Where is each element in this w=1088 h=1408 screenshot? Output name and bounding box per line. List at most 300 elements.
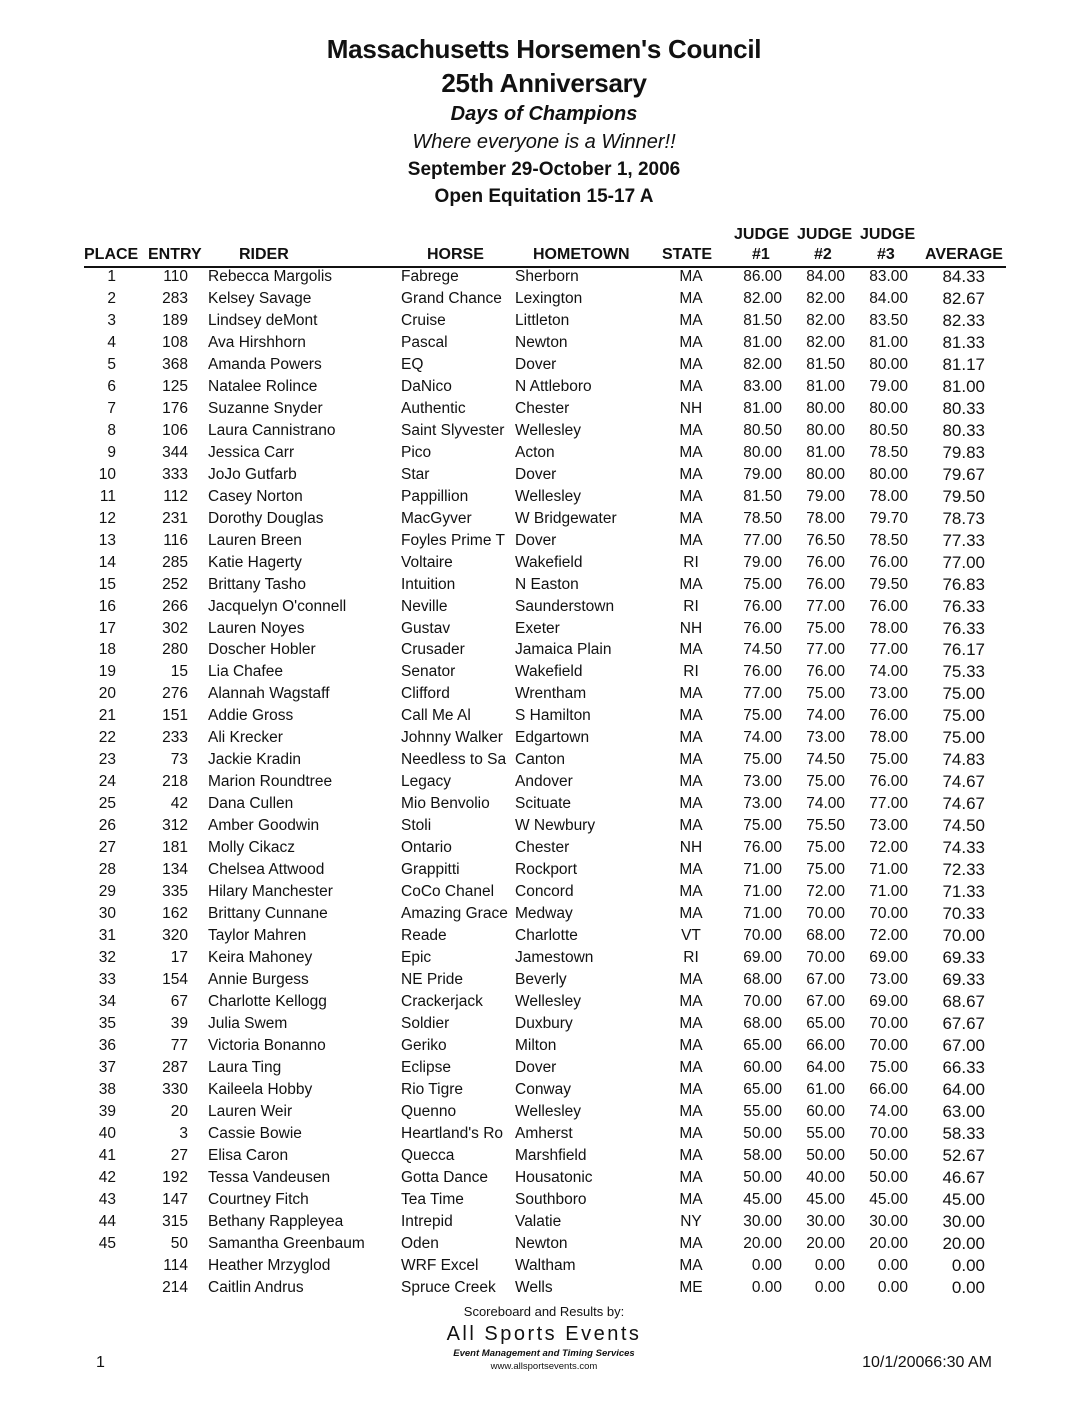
cell-judge-2: 0.00 xyxy=(814,1256,845,1274)
cell-judge-2: 50.00 xyxy=(806,1146,845,1164)
col-judge-3: #3 xyxy=(877,246,895,263)
cell-average: 70.33 xyxy=(942,904,985,924)
cell-state: NH xyxy=(679,839,703,857)
cell-horse: Pico xyxy=(401,443,432,461)
cell-horse: Gotta Dance xyxy=(401,1168,489,1186)
cell-judge-1: 70.00 xyxy=(743,927,782,945)
cell-judge-1: 75.00 xyxy=(743,751,782,769)
cell-judge-3: 50.00 xyxy=(869,1146,908,1164)
cell-hometown: Conway xyxy=(515,1080,571,1098)
table-row xyxy=(0,948,1088,970)
cell-judge-2: 70.00 xyxy=(806,949,845,967)
cell-horse: MacGyver xyxy=(401,509,472,527)
table-row xyxy=(0,421,1088,443)
cell-state: ME xyxy=(679,1278,703,1296)
cell-average: 0.00 xyxy=(951,1277,985,1297)
cell-hometown: N Attleboro xyxy=(515,377,592,395)
cell-rider: Caitlin Andrus xyxy=(208,1278,304,1296)
cell-place: 21 xyxy=(98,707,116,725)
cell-entry: 112 xyxy=(163,487,188,505)
cell-horse: DaNico xyxy=(401,377,452,395)
cell-hometown: W Bridgewater xyxy=(515,509,617,527)
cell-judge-2: 74.50 xyxy=(806,751,845,769)
cell-horse: Intuition xyxy=(401,575,456,593)
cell-hometown: Housatonic xyxy=(515,1168,593,1186)
cell-horse: Eclipse xyxy=(401,1058,451,1076)
cell-state: MA xyxy=(679,707,703,725)
cell-rider: Elisa Caron xyxy=(208,1146,289,1164)
cell-rider: Jackie Kradin xyxy=(208,751,302,769)
cell-hometown: Wellesley xyxy=(515,421,582,439)
cell-entry: 189 xyxy=(162,311,188,329)
cell-horse: Amazing Grace xyxy=(401,905,508,923)
cell-place: 36 xyxy=(98,1036,116,1054)
cell-entry: 252 xyxy=(162,575,188,593)
cell-rider: Lia Chafee xyxy=(208,663,283,681)
cell-rider: Annie Burgess xyxy=(208,971,309,988)
cell-average: 52.67 xyxy=(942,1145,985,1165)
cell-horse: Crackerjack xyxy=(401,992,483,1010)
cell-average: 81.00 xyxy=(942,376,985,396)
cell-state: MA xyxy=(679,377,703,395)
cell-average: 74.67 xyxy=(942,772,985,792)
cell-entry: 3 xyxy=(179,1124,188,1142)
cell-hometown: Dover xyxy=(515,465,557,483)
table-row xyxy=(0,289,1088,311)
cell-horse: Geriko xyxy=(401,1036,447,1054)
cell-entry: 147 xyxy=(162,1190,188,1208)
cell-entry: 276 xyxy=(162,685,188,703)
cell-judge-3: 80.00 xyxy=(869,465,908,483)
cell-rider: Amber Goodwin xyxy=(208,817,320,835)
cell-rider: Ava Hirshhorn xyxy=(208,333,306,351)
table-row xyxy=(0,333,1088,355)
cell-judge-3: 69.00 xyxy=(869,992,908,1010)
company-services: Event Management and Timing Services xyxy=(453,1348,635,1359)
cell-judge-2: 81.00 xyxy=(806,377,845,395)
cell-judge-2: 80.00 xyxy=(806,399,845,417)
cell-rider: Hilary Manchester xyxy=(208,883,333,901)
cell-judge-2: 61.00 xyxy=(806,1080,845,1098)
cell-judge-2: 74.00 xyxy=(806,707,845,725)
cell-average: 77.33 xyxy=(942,530,985,550)
cell-hometown: Duxbury xyxy=(515,1014,573,1032)
cell-horse: EQ xyxy=(401,355,424,373)
cell-rider: Taylor Mahren xyxy=(208,927,307,945)
cell-judge-2: 76.50 xyxy=(806,531,845,549)
cell-judge-3: 73.00 xyxy=(869,817,908,835)
cell-horse: Intrepid xyxy=(401,1212,453,1230)
event-tagline: Where everyone is a Winner!! xyxy=(412,131,676,153)
cell-state: MA xyxy=(679,1190,703,1208)
cell-rider: Molly Cikacz xyxy=(208,839,295,857)
page-number: 1 xyxy=(96,1354,105,1371)
cell-entry: 116 xyxy=(163,531,188,549)
cell-hometown: S Hamilton xyxy=(515,707,591,725)
cell-horse: Grand Chance xyxy=(401,289,502,307)
cell-judge-3: 77.00 xyxy=(869,795,908,813)
cell-hometown: Wrentham xyxy=(515,685,587,703)
table-row xyxy=(0,860,1088,882)
cell-judge-1: 82.00 xyxy=(743,355,782,373)
cell-average: 76.17 xyxy=(942,640,985,660)
cell-judge-2: 81.50 xyxy=(806,355,845,373)
cell-place: 14 xyxy=(98,553,116,571)
cell-state: NH xyxy=(679,399,703,417)
table-row xyxy=(0,1036,1088,1058)
cell-hometown: Wakefield xyxy=(515,553,583,571)
cell-rider: Laura Cannistrano xyxy=(208,421,336,439)
cell-hometown: Sherborn xyxy=(515,268,579,285)
cell-place: 31 xyxy=(98,927,116,945)
cell-hometown: Amherst xyxy=(515,1124,573,1142)
cell-entry: 73 xyxy=(170,751,188,769)
cell-average: 0.00 xyxy=(951,1255,985,1275)
cell-average: 82.67 xyxy=(942,288,985,308)
cell-rider: Laura Ting xyxy=(208,1058,282,1076)
cell-average: 78.73 xyxy=(942,508,985,528)
table-row xyxy=(0,1190,1088,1212)
cell-horse: Ontario xyxy=(401,839,452,857)
cell-entry: 280 xyxy=(162,641,188,659)
cell-average: 76.33 xyxy=(942,596,985,616)
cell-judge-1: 74.00 xyxy=(743,729,782,747)
report-subtitle: 25th Anniversary xyxy=(441,68,647,98)
cell-entry: 218 xyxy=(162,773,188,791)
cell-judge-2: 74.00 xyxy=(806,795,845,813)
cell-place: 22 xyxy=(98,729,116,747)
cell-entry: 15 xyxy=(170,663,188,681)
cell-judge-3: 75.00 xyxy=(869,1058,908,1076)
table-row xyxy=(0,838,1088,860)
cell-rider: Cassie Bowie xyxy=(208,1124,302,1142)
cell-hometown: Milton xyxy=(515,1036,557,1054)
cell-judge-2: 76.00 xyxy=(806,553,845,571)
cell-state: MA xyxy=(679,1102,703,1120)
cell-average: 80.33 xyxy=(942,420,985,440)
table-row xyxy=(0,728,1088,750)
table-row xyxy=(0,706,1088,728)
cell-average: 79.83 xyxy=(942,442,985,462)
cell-judge-1: 77.00 xyxy=(743,685,782,703)
cell-place: 16 xyxy=(98,597,116,615)
cell-hometown: Wakefield xyxy=(515,663,583,681)
cell-judge-2: 80.00 xyxy=(806,421,845,439)
cell-rider: Marion Roundtree xyxy=(208,773,333,791)
cell-horse: Saint Slyvester xyxy=(401,421,505,439)
cell-judge-2: 75.00 xyxy=(806,839,845,857)
table-row xyxy=(0,1168,1088,1190)
cell-rider: Jessica Carr xyxy=(208,443,295,461)
cell-place: 10 xyxy=(98,465,116,483)
cell-place: 7 xyxy=(107,399,116,417)
cell-hometown: Chester xyxy=(515,399,570,417)
cell-average: 79.50 xyxy=(942,486,985,506)
cell-average: 70.00 xyxy=(942,926,985,946)
cell-rider: Julia Swem xyxy=(208,1014,288,1032)
cell-horse: NE Pride xyxy=(401,971,464,988)
cell-state: RI xyxy=(683,663,699,681)
cell-hometown: Saunderstown xyxy=(515,597,615,615)
cell-judge-2: 70.00 xyxy=(806,905,845,923)
table-row xyxy=(0,1080,1088,1102)
cell-horse: Star xyxy=(401,465,430,483)
cell-judge-3: 76.00 xyxy=(869,773,908,791)
cell-average: 20.00 xyxy=(942,1233,985,1253)
cell-rider: Kelsey Savage xyxy=(208,289,312,307)
cell-judge-3: 74.00 xyxy=(869,663,908,681)
cell-judge-3: 80.50 xyxy=(869,421,908,439)
cell-average: 69.33 xyxy=(942,970,985,989)
cell-judge-1: 76.00 xyxy=(743,597,782,615)
cell-average: 74.50 xyxy=(942,816,985,836)
cell-judge-2: 82.00 xyxy=(806,289,845,307)
cell-average: 67.67 xyxy=(942,1013,985,1033)
cell-judge-2: 67.00 xyxy=(806,971,845,988)
cell-state: MA xyxy=(679,751,703,769)
table-row xyxy=(0,904,1088,926)
cell-rider: Lindsey deMont xyxy=(208,311,318,329)
table-row xyxy=(0,882,1088,904)
cell-average: 45.00 xyxy=(942,1189,985,1209)
cell-horse: Call Me Al xyxy=(401,707,471,725)
cell-judge-3: 69.00 xyxy=(869,949,908,967)
cell-judge-1: 0.00 xyxy=(751,1256,782,1274)
col-hometown: HOMETOWN xyxy=(533,246,630,263)
cell-judge-2: 75.50 xyxy=(806,817,845,835)
cell-judge-3: 79.50 xyxy=(869,575,908,593)
cell-judge-1: 0.00 xyxy=(751,1278,782,1296)
table-row xyxy=(0,926,1088,948)
cell-hometown: Exeter xyxy=(515,619,560,637)
cell-state: MA xyxy=(679,992,703,1010)
cell-judge-1: 79.00 xyxy=(743,465,782,483)
cell-rider: Chelsea Attwood xyxy=(208,861,325,879)
cell-judge-1: 65.00 xyxy=(743,1080,782,1098)
table-row xyxy=(0,311,1088,333)
cell-state: MA xyxy=(679,487,703,505)
cell-entry: 27 xyxy=(170,1146,188,1164)
cell-state: MA xyxy=(679,971,703,988)
cell-place: 20 xyxy=(98,685,116,703)
cell-state: MA xyxy=(679,531,703,549)
cell-judge-3: 50.00 xyxy=(869,1168,908,1186)
cell-hometown: Medway xyxy=(515,905,573,923)
table-row xyxy=(0,1058,1088,1080)
cell-judge-3: 84.00 xyxy=(869,289,908,307)
col-average: AVERAGE xyxy=(925,246,1003,263)
table-row xyxy=(0,575,1088,597)
cell-state: MA xyxy=(679,641,703,659)
cell-hometown: Concord xyxy=(515,883,574,901)
scoreboard-credit: Scoreboard and Results by: xyxy=(463,1304,625,1319)
table-row xyxy=(0,816,1088,838)
cell-state: MA xyxy=(679,289,703,307)
cell-judge-2: 78.00 xyxy=(806,509,845,527)
table-row xyxy=(0,355,1088,377)
cell-entry: 266 xyxy=(162,597,188,615)
cell-average: 64.00 xyxy=(942,1079,985,1099)
cell-judge-1: 82.00 xyxy=(743,289,782,307)
cell-entry: 231 xyxy=(162,509,188,527)
cell-average: 30.00 xyxy=(942,1211,985,1231)
cell-judge-2: 77.00 xyxy=(806,597,845,615)
cell-judge-1: 83.00 xyxy=(743,377,782,395)
cell-entry: 283 xyxy=(162,289,188,307)
cell-horse: Stoli xyxy=(401,817,432,835)
cell-hometown: Waltham xyxy=(515,1256,576,1274)
cell-horse: Senator xyxy=(401,663,456,681)
cell-judge-2: 75.00 xyxy=(806,619,845,637)
cell-state: NY xyxy=(680,1212,702,1230)
cell-rider: Keira Mahoney xyxy=(208,949,313,967)
cell-place: 43 xyxy=(98,1190,116,1208)
cell-average: 71.33 xyxy=(942,882,985,902)
table-row xyxy=(0,377,1088,399)
cell-judge-3: 70.00 xyxy=(869,905,908,923)
cell-rider: Victoria Bonanno xyxy=(208,1036,326,1054)
cell-judge-3: 20.00 xyxy=(869,1234,908,1252)
col-judge-1: #1 xyxy=(752,246,770,263)
cell-entry: 302 xyxy=(162,619,188,637)
cell-place: 5 xyxy=(107,355,116,373)
cell-entry: 287 xyxy=(162,1058,188,1076)
cell-entry: 50 xyxy=(170,1234,188,1252)
col-state: STATE xyxy=(662,246,713,263)
cell-judge-2: 82.00 xyxy=(806,311,845,329)
cell-judge-1: 75.00 xyxy=(743,707,782,725)
cell-average: 80.33 xyxy=(942,398,985,418)
cell-judge-2: 76.00 xyxy=(806,663,845,681)
table-row xyxy=(0,399,1088,421)
cell-entry: 192 xyxy=(162,1168,188,1186)
cell-hometown: Southboro xyxy=(515,1190,587,1208)
cell-judge-3: 70.00 xyxy=(869,1124,908,1142)
cell-horse: Quecca xyxy=(401,1146,455,1164)
report-header xyxy=(0,32,1088,210)
cell-judge-1: 75.00 xyxy=(743,575,782,593)
cell-judge-2: 80.00 xyxy=(806,465,845,483)
cell-entry: 134 xyxy=(162,861,188,879)
cell-rider: Jacquelyn O'connell xyxy=(208,597,347,615)
cell-horse: Voltaire xyxy=(401,553,453,571)
table-row xyxy=(0,772,1088,794)
table-row xyxy=(0,684,1088,706)
cell-judge-2: 67.00 xyxy=(806,992,845,1010)
cell-entry: 162 xyxy=(162,905,188,923)
cell-state: MA xyxy=(679,685,703,703)
cell-hometown: Scituate xyxy=(515,795,572,813)
cell-judge-3: 79.70 xyxy=(869,509,908,527)
cell-average: 84.33 xyxy=(942,267,985,286)
cell-judge-3: 71.00 xyxy=(869,861,908,879)
cell-entry: 181 xyxy=(162,839,188,857)
cell-entry: 368 xyxy=(162,355,188,373)
cell-judge-2: 65.00 xyxy=(806,1014,845,1032)
cell-hometown: W Newbury xyxy=(515,817,596,835)
cell-judge-1: 78.50 xyxy=(743,509,782,527)
cell-entry: 67 xyxy=(170,992,188,1010)
cell-judge-3: 76.00 xyxy=(869,597,908,615)
cell-judge-3: 79.00 xyxy=(869,377,908,395)
cell-judge-2: 75.00 xyxy=(806,685,845,703)
table-row xyxy=(0,794,1088,816)
cell-rider: Dana Cullen xyxy=(208,795,294,813)
cell-state: MA xyxy=(679,1256,703,1274)
cell-rider: Katie Hagerty xyxy=(208,553,302,571)
cell-state: VT xyxy=(681,927,701,945)
event-name: Days of Champions xyxy=(450,103,638,125)
cell-place: 12 xyxy=(98,509,116,527)
cell-horse: Fabrege xyxy=(401,268,459,285)
cell-rider: Samantha Greenbaum xyxy=(208,1234,365,1252)
cell-average: 66.33 xyxy=(942,1057,985,1077)
cell-average: 75.33 xyxy=(942,662,985,682)
judge-label-3: JUDGE xyxy=(860,226,916,243)
cell-entry: 42 xyxy=(170,795,188,813)
cell-rider: Alannah Wagstaff xyxy=(208,685,330,703)
cell-horse: Heartland's Ro xyxy=(401,1124,504,1142)
cell-horse: Cruise xyxy=(401,311,446,329)
table-row xyxy=(0,465,1088,487)
cell-judge-1: 71.00 xyxy=(743,883,782,901)
cell-hometown: Charlotte xyxy=(515,927,578,945)
cell-place: 25 xyxy=(98,795,116,813)
cell-judge-3: 78.00 xyxy=(869,729,908,747)
cell-rider: Charlotte Kellogg xyxy=(208,992,327,1010)
cell-rider: Brittany Tasho xyxy=(208,575,306,593)
cell-state: MA xyxy=(679,1146,703,1164)
table-row xyxy=(0,1278,1088,1300)
class-name: Open Equitation 15-17 A xyxy=(434,186,654,207)
cell-horse: Epic xyxy=(401,949,432,967)
cell-horse: Legacy xyxy=(401,773,451,791)
cell-horse: Crusader xyxy=(401,641,465,659)
table-row xyxy=(0,1014,1088,1036)
cell-hometown: Acton xyxy=(515,443,555,461)
cell-average: 76.33 xyxy=(942,618,985,638)
judge-label-1: JUDGE xyxy=(734,226,790,243)
cell-hometown: Jamaica Plain xyxy=(515,641,612,659)
cell-judge-1: 65.00 xyxy=(743,1036,782,1054)
cell-entry: 233 xyxy=(162,729,188,747)
cell-place: 18 xyxy=(98,641,116,659)
cell-judge-1: 74.50 xyxy=(743,641,782,659)
cell-hometown: Marshfield xyxy=(515,1146,587,1164)
cell-state: MA xyxy=(679,861,703,879)
table-row xyxy=(0,531,1088,553)
cell-hometown: Newton xyxy=(515,1234,568,1252)
cell-rider: Doscher Hobler xyxy=(208,641,316,659)
cell-horse: Spruce Creek xyxy=(401,1278,496,1296)
cell-state: MA xyxy=(679,268,703,285)
cell-hometown: Edgartown xyxy=(515,729,590,747)
cell-judge-1: 80.50 xyxy=(743,421,782,439)
table-row xyxy=(0,619,1088,641)
cell-state: MA xyxy=(679,773,703,791)
cell-place: 39 xyxy=(98,1102,116,1120)
cell-state: MA xyxy=(679,905,703,923)
cell-average: 74.33 xyxy=(942,838,985,858)
cell-judge-1: 68.00 xyxy=(743,1014,782,1032)
col-entry: ENTRY xyxy=(148,246,202,263)
cell-judge-3: 83.50 xyxy=(869,311,908,329)
cell-judge-2: 20.00 xyxy=(806,1234,845,1252)
cell-entry: 330 xyxy=(162,1080,188,1098)
cell-judge-1: 81.50 xyxy=(743,487,782,505)
cell-judge-3: 73.00 xyxy=(869,685,908,703)
cell-judge-1: 86.00 xyxy=(743,268,782,285)
